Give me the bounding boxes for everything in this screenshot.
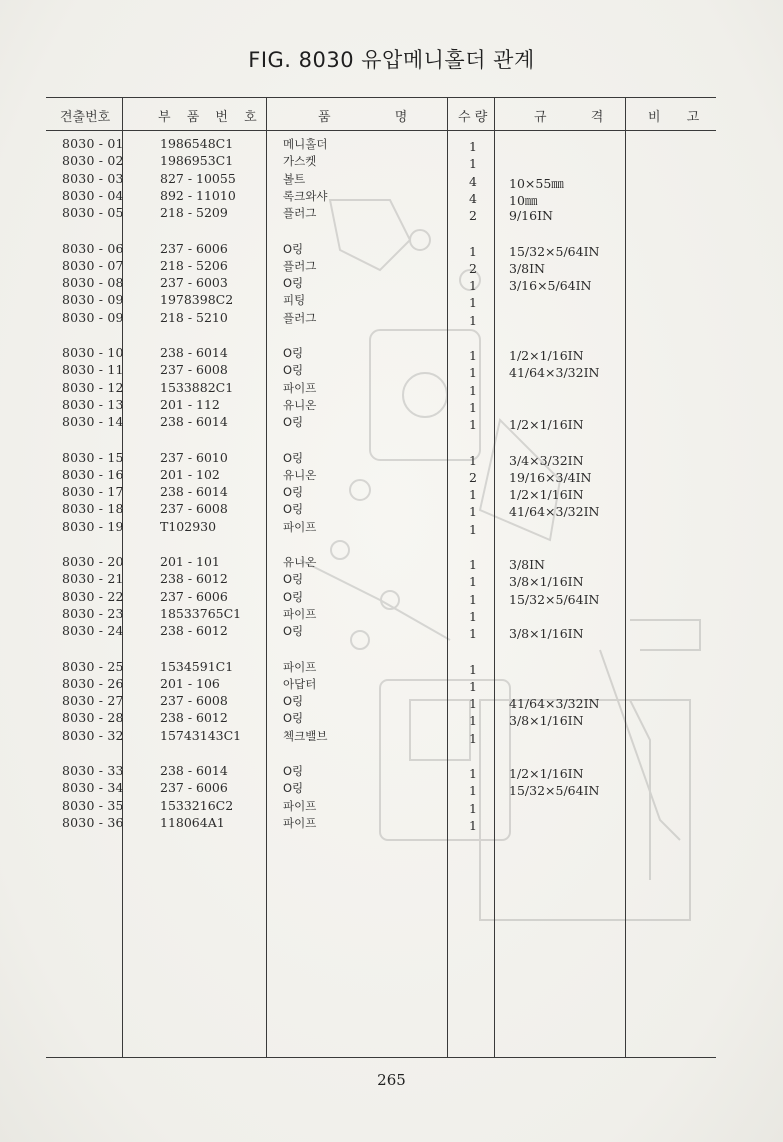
item-number: 8030 - 20 bbox=[62, 554, 124, 569]
item-number: 8030 - 10 bbox=[62, 345, 124, 360]
item-number: 8030 - 28 bbox=[62, 710, 124, 726]
part-number: 218 - 5210 bbox=[160, 309, 228, 325]
item-number: 8030 - 06 bbox=[62, 240, 124, 256]
quantity: 1 bbox=[469, 452, 477, 468]
quantity: 1 bbox=[469, 487, 477, 503]
part-number: 1986953C1 bbox=[160, 153, 234, 169]
part-number: 1978398C2 bbox=[160, 292, 234, 308]
page-number: 265 bbox=[377, 1071, 406, 1089]
part-name: O링 bbox=[283, 485, 304, 500]
part-number: 238 - 6014 bbox=[160, 345, 228, 360]
item-number: 8030 - 18 bbox=[62, 501, 124, 517]
header-item-number: 견출번호 bbox=[60, 110, 111, 125]
quantity: 1 bbox=[469, 365, 477, 381]
part-name: 아답터 bbox=[283, 676, 317, 691]
quantity: 1 bbox=[469, 661, 477, 677]
item-number: 8030 - 13 bbox=[62, 396, 124, 412]
column-divider bbox=[494, 97, 495, 1057]
item-number: 8030 - 22 bbox=[62, 588, 124, 604]
header-bottom-rule bbox=[46, 130, 716, 131]
quantity: 1 bbox=[469, 783, 477, 799]
part-name: O링 bbox=[283, 764, 304, 778]
item-number: 8030 - 12 bbox=[62, 379, 124, 395]
specification: 41/64×3/32IN bbox=[509, 365, 600, 381]
quantity: 1 bbox=[469, 557, 477, 572]
specification: 3/8IN bbox=[509, 260, 545, 276]
item-number: 8030 - 05 bbox=[62, 205, 124, 221]
part-name: 유니온 bbox=[283, 555, 317, 569]
quantity: 2 bbox=[469, 260, 477, 276]
part-number: 237 - 6006 bbox=[160, 588, 228, 604]
part-number: 15743143C1 bbox=[160, 727, 242, 743]
item-number: 8030 - 25 bbox=[62, 658, 124, 674]
specification: 19/16×3/4IN bbox=[509, 469, 592, 485]
item-number: 8030 - 35 bbox=[62, 797, 124, 813]
quantity: 1 bbox=[469, 696, 477, 712]
item-number: 8030 - 16 bbox=[62, 466, 124, 482]
part-name: O링 bbox=[283, 589, 304, 604]
part-name: 플러그 bbox=[283, 206, 317, 221]
part-name: 파이프 bbox=[283, 380, 317, 395]
part-number: 237 - 6008 bbox=[160, 693, 228, 709]
quantity: 1 bbox=[469, 521, 477, 537]
part-name: O링 bbox=[283, 346, 304, 360]
part-number: T102930 bbox=[160, 518, 217, 534]
quantity: 2 bbox=[469, 469, 477, 485]
part-number: 18533765C1 bbox=[160, 605, 242, 621]
quantity: 1 bbox=[469, 312, 477, 328]
quantity: 1 bbox=[469, 817, 477, 833]
item-number: 8030 - 26 bbox=[62, 675, 124, 691]
quantity: 1 bbox=[469, 800, 477, 816]
part-number: 1986548C1 bbox=[160, 136, 234, 151]
item-number: 8030 - 11 bbox=[62, 362, 124, 378]
part-number: 1533882C1 bbox=[160, 379, 234, 395]
part-number: 238 - 6012 bbox=[160, 710, 228, 726]
item-number: 8030 - 21 bbox=[62, 571, 124, 587]
specification: 3/8×1/16IN bbox=[509, 713, 584, 729]
part-number: 201 - 112 bbox=[160, 396, 220, 412]
column-divider bbox=[447, 97, 448, 1057]
part-number: 238 - 6012 bbox=[160, 571, 228, 587]
quantity: 1 bbox=[469, 399, 477, 415]
specification: 1/2×1/16IN bbox=[509, 766, 584, 781]
specification: 1/2×1/16IN bbox=[509, 348, 584, 363]
part-name: 파이프 bbox=[283, 606, 317, 621]
specification: 41/64×3/32IN bbox=[509, 696, 600, 712]
header-quantity: 수 량 bbox=[458, 110, 488, 125]
column-divider bbox=[266, 97, 267, 1057]
specification: 3/4×3/32IN bbox=[509, 452, 584, 468]
item-number: 8030 - 24 bbox=[62, 623, 124, 639]
part-name: 플러그 bbox=[283, 310, 317, 325]
quantity: 4 bbox=[469, 173, 477, 189]
part-number: 238 - 6014 bbox=[160, 484, 228, 500]
item-number: 8030 - 01 bbox=[62, 136, 124, 151]
table-bottom-rule bbox=[46, 1057, 716, 1058]
header-remarks: 비 고 bbox=[648, 110, 700, 125]
part-name: 파이프 bbox=[283, 798, 317, 813]
item-number: 8030 - 32 bbox=[62, 727, 124, 743]
item-number: 8030 - 15 bbox=[62, 449, 124, 465]
specification: 3/8×1/16IN bbox=[509, 626, 584, 642]
part-name: 파이프 bbox=[283, 815, 317, 830]
part-name: 록크와샤 bbox=[283, 188, 328, 203]
column-divider bbox=[625, 97, 626, 1057]
part-number: 201 - 106 bbox=[160, 675, 220, 691]
table-top-rule bbox=[46, 97, 716, 98]
item-number: 8030 - 33 bbox=[62, 763, 124, 778]
part-number: 1533216C2 bbox=[160, 797, 234, 813]
part-number: 201 - 101 bbox=[160, 554, 220, 569]
part-number: 218 - 5209 bbox=[160, 205, 228, 221]
part-number: 827 - 10055 bbox=[160, 170, 236, 186]
part-number: 201 - 102 bbox=[160, 466, 220, 482]
part-name: 파이프 bbox=[283, 519, 317, 534]
item-number: 8030 - 04 bbox=[62, 187, 124, 203]
part-number: 238 - 6014 bbox=[160, 414, 228, 430]
part-name: 가스켓 bbox=[283, 154, 317, 169]
part-number: 1534591C1 bbox=[160, 658, 234, 674]
quantity: 1 bbox=[469, 766, 477, 781]
part-name: O링 bbox=[283, 363, 304, 378]
part-name: 플러그 bbox=[283, 258, 317, 273]
part-name: O링 bbox=[283, 781, 304, 796]
part-number: 237 - 6008 bbox=[160, 501, 228, 517]
item-number: 8030 - 09 bbox=[62, 292, 124, 308]
specification: 3/16×5/64IN bbox=[509, 278, 592, 294]
item-number: 8030 - 07 bbox=[62, 257, 124, 273]
quantity: 1 bbox=[469, 417, 477, 433]
specification: 3/8IN bbox=[509, 557, 545, 572]
part-number: 892 - 11010 bbox=[160, 187, 236, 203]
part-number: 218 - 5206 bbox=[160, 257, 228, 273]
specification: 9/16IN bbox=[509, 208, 553, 224]
quantity: 1 bbox=[469, 608, 477, 624]
part-name: O링 bbox=[283, 711, 304, 726]
quantity: 1 bbox=[469, 243, 477, 259]
part-name: 볼트 bbox=[283, 171, 306, 186]
part-name: O링 bbox=[283, 450, 304, 465]
part-number: 237 - 6006 bbox=[160, 780, 228, 796]
part-name: O링 bbox=[283, 694, 304, 709]
quantity: 4 bbox=[469, 190, 477, 206]
header-part-name: 품 명 bbox=[318, 110, 408, 125]
quantity: 2 bbox=[469, 208, 477, 224]
part-name: 유니온 bbox=[283, 467, 317, 482]
part-number: 237 - 6003 bbox=[160, 275, 228, 291]
part-name: O링 bbox=[283, 502, 304, 517]
quantity: 1 bbox=[469, 626, 477, 642]
item-number: 8030 - 03 bbox=[62, 170, 124, 186]
page-title: FIG. 8030 유압메니홀더 관계 bbox=[248, 48, 535, 72]
part-name: 파이프 bbox=[283, 659, 317, 674]
part-number: 238 - 6014 bbox=[160, 763, 228, 778]
quantity: 1 bbox=[469, 730, 477, 746]
quantity: 1 bbox=[469, 591, 477, 607]
quantity: 1 bbox=[469, 713, 477, 729]
part-name: O링 bbox=[283, 276, 304, 291]
part-name: 피팅 bbox=[283, 293, 306, 308]
part-number: 237 - 6010 bbox=[160, 449, 228, 465]
item-number: 8030 - 19 bbox=[62, 518, 124, 534]
part-name: 첵크밸브 bbox=[283, 728, 328, 743]
part-number: 118064A1 bbox=[160, 814, 225, 830]
header-part-number: 부 품 번 호 bbox=[158, 110, 263, 125]
part-number: 237 - 6006 bbox=[160, 240, 228, 256]
part-name: O링 bbox=[283, 572, 304, 587]
item-number: 8030 - 09 bbox=[62, 309, 124, 325]
item-number: 8030 - 23 bbox=[62, 605, 124, 621]
item-number: 8030 - 36 bbox=[62, 814, 124, 830]
specification: 10㎜ bbox=[509, 192, 538, 208]
part-number: 237 - 6008 bbox=[160, 362, 228, 378]
quantity: 1 bbox=[469, 504, 477, 520]
specification: 41/64×3/32IN bbox=[509, 504, 600, 520]
part-name: O링 bbox=[283, 415, 304, 430]
specification: 10×55㎜ bbox=[509, 175, 564, 191]
part-number: 238 - 6012 bbox=[160, 623, 228, 639]
quantity: 1 bbox=[469, 382, 477, 398]
quantity: 1 bbox=[469, 574, 477, 590]
part-name: O링 bbox=[283, 624, 304, 639]
part-name: 유니온 bbox=[283, 397, 317, 412]
item-number: 8030 - 34 bbox=[62, 780, 124, 796]
quantity: 1 bbox=[469, 348, 477, 363]
specification: 3/8×1/16IN bbox=[509, 574, 584, 590]
item-number: 8030 - 08 bbox=[62, 275, 124, 291]
quantity: 1 bbox=[469, 278, 477, 294]
quantity: 1 bbox=[469, 139, 477, 154]
item-number: 8030 - 14 bbox=[62, 414, 124, 430]
part-name: 메니홀더 bbox=[283, 137, 328, 151]
quantity: 1 bbox=[469, 295, 477, 311]
specification: 1/2×1/16IN bbox=[509, 417, 584, 433]
item-number: 8030 - 27 bbox=[62, 693, 124, 709]
header-spec: 규 격 bbox=[534, 110, 604, 125]
item-number: 8030 - 02 bbox=[62, 153, 124, 169]
quantity: 1 bbox=[469, 156, 477, 172]
quantity: 1 bbox=[469, 678, 477, 694]
specification: 15/32×5/64IN bbox=[509, 783, 600, 799]
specification: 15/32×5/64IN bbox=[509, 243, 600, 259]
specification: 1/2×1/16IN bbox=[509, 487, 584, 503]
part-name: O링 bbox=[283, 241, 304, 256]
specification: 15/32×5/64IN bbox=[509, 591, 600, 607]
item-number: 8030 - 17 bbox=[62, 484, 124, 500]
